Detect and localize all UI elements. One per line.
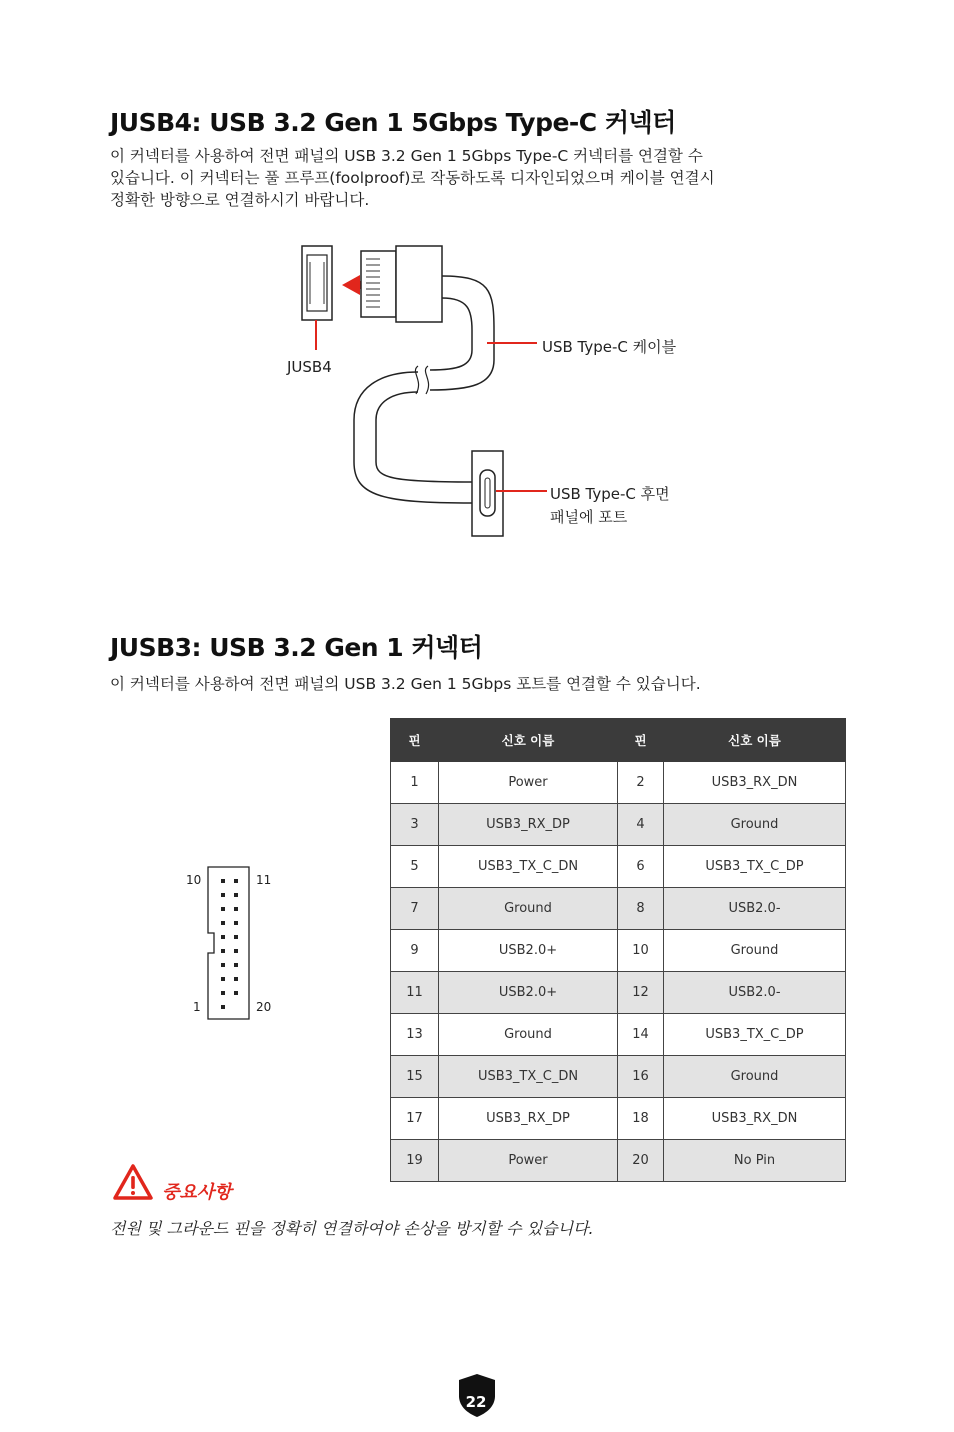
signal-cell: USB2.0- — [664, 888, 846, 930]
signal-cell: Power — [439, 762, 618, 804]
pin-cell: 1 — [391, 762, 439, 804]
table-header-row — [391, 719, 846, 762]
signal-cell: USB2.0+ — [439, 972, 618, 1014]
description-line: 이 커넥터를 사용하여 전면 패널의 USB 3.2 Gen 1 5Gbps 포트를 연결할 수 있습니다. — [110, 675, 701, 693]
table-row — [391, 930, 846, 972]
pin-cell: 9 — [391, 930, 439, 972]
pin-definition-table — [390, 718, 846, 1182]
type-c-port-icon — [472, 451, 503, 536]
section-description-jusb4 — [110, 145, 840, 211]
table-row — [391, 1098, 846, 1140]
signal-cell: USB3_RX_DP — [439, 804, 618, 846]
pin-cell: 6 — [618, 846, 664, 888]
pin-cell: 7 — [391, 888, 439, 930]
pin-cell: 12 — [618, 972, 664, 1014]
cable-plug-icon — [361, 246, 442, 322]
table-row — [391, 1140, 846, 1182]
signal-cell: Ground — [664, 930, 846, 972]
pin-label-10: 10 — [186, 873, 202, 887]
jusb3-header-outline — [208, 867, 249, 1019]
header-signal: 신호 이름 — [664, 719, 846, 762]
pin-cell: 13 — [391, 1014, 439, 1056]
pin-label-11: 11 — [256, 873, 272, 887]
table-row — [391, 846, 846, 888]
pin-label-1: 1 — [193, 1000, 201, 1014]
table-row — [391, 1056, 846, 1098]
signal-cell: USB3_TX_C_DN — [439, 846, 618, 888]
section-description-jusb3 — [110, 673, 840, 695]
pin-label-20: 20 — [256, 1000, 272, 1014]
signal-cell: Ground — [664, 804, 846, 846]
header-pin: 핀 — [391, 719, 439, 762]
signal-cell: Ground — [664, 1056, 846, 1098]
signal-cell: USB3_TX_C_DP — [664, 1014, 846, 1056]
signal-cell: USB3_TX_C_DN — [439, 1056, 618, 1098]
jusb3-connector-diagram — [170, 860, 290, 1030]
pin-cell: 15 — [391, 1056, 439, 1098]
signal-cell: USB2.0+ — [439, 930, 618, 972]
signal-cell: USB3_RX_DN — [664, 762, 846, 804]
port-label-line1: USB Type-C 후면 — [550, 485, 670, 503]
jusb4-label: JUSB4 — [287, 358, 332, 376]
table-row — [391, 972, 846, 1014]
signal-cell: Ground — [439, 1014, 618, 1056]
pin-cell: 8 — [618, 888, 664, 930]
header-pin: 핀 — [618, 719, 664, 762]
signal-cell: USB3_TX_C_DP — [664, 846, 846, 888]
pin-cell: 19 — [391, 1140, 439, 1182]
table-row — [391, 804, 846, 846]
signal-cell: USB2.0- — [664, 972, 846, 1014]
jusb4-header-icon — [302, 246, 332, 320]
pin-cell: 4 — [618, 804, 664, 846]
description-line: 이 커넥터를 사용하여 전면 패널의 USB 3.2 Gen 1 5Gbps Type-C 커넥터를 연결할 수 — [110, 147, 703, 165]
pin-cell: 17 — [391, 1098, 439, 1140]
pin-cell: 10 — [618, 930, 664, 972]
pin-cell: 20 — [618, 1140, 664, 1182]
description-line: 있습니다. 이 커넥터는 풀 프루프(foolproof)로 작동하도록 디자인되었으며 케이블 연결시 — [110, 169, 715, 187]
table-row — [391, 1014, 846, 1056]
page-number: 22 — [465, 1393, 487, 1411]
table-row — [391, 888, 846, 930]
port-label-line2: 패널에 포트 — [550, 508, 628, 526]
signal-cell: No Pin — [664, 1140, 846, 1182]
section-title-jusb3: JUSB3: USB 3.2 Gen 1 커넥터 — [110, 633, 483, 662]
signal-cell: Power — [439, 1140, 618, 1182]
signal-cell: USB3_RX_DP — [439, 1098, 618, 1140]
warning-triangle-icon — [112, 1163, 154, 1203]
pin-cell: 3 — [391, 804, 439, 846]
description-line: 정확한 방향으로 연결하시기 바랍니다. — [110, 191, 370, 209]
warning-title: 중요사항 — [162, 1182, 232, 1203]
pin-cell: 14 — [618, 1014, 664, 1056]
cable-label: USB Type-C 케이블 — [542, 338, 677, 356]
jusb4-connection-diagram — [0, 230, 954, 550]
header-signal: 신호 이름 — [439, 719, 618, 762]
pin-cell: 5 — [391, 846, 439, 888]
signal-cell: USB3_RX_DN — [664, 1098, 846, 1140]
pin-cell: 11 — [391, 972, 439, 1014]
section-title-jusb4: JUSB4: USB 3.2 Gen 1 5Gbps Type-C 커넥터 — [110, 108, 676, 137]
warning-text: 전원 및 그라운드 핀을 정확히 연결하여야 손상을 방지할 수 있습니다. — [110, 1219, 594, 1238]
signal-cell: Ground — [439, 888, 618, 930]
pin-cell: 18 — [618, 1098, 664, 1140]
table-row — [391, 762, 846, 804]
pin-cell: 16 — [618, 1056, 664, 1098]
pin-cell: 2 — [618, 762, 664, 804]
